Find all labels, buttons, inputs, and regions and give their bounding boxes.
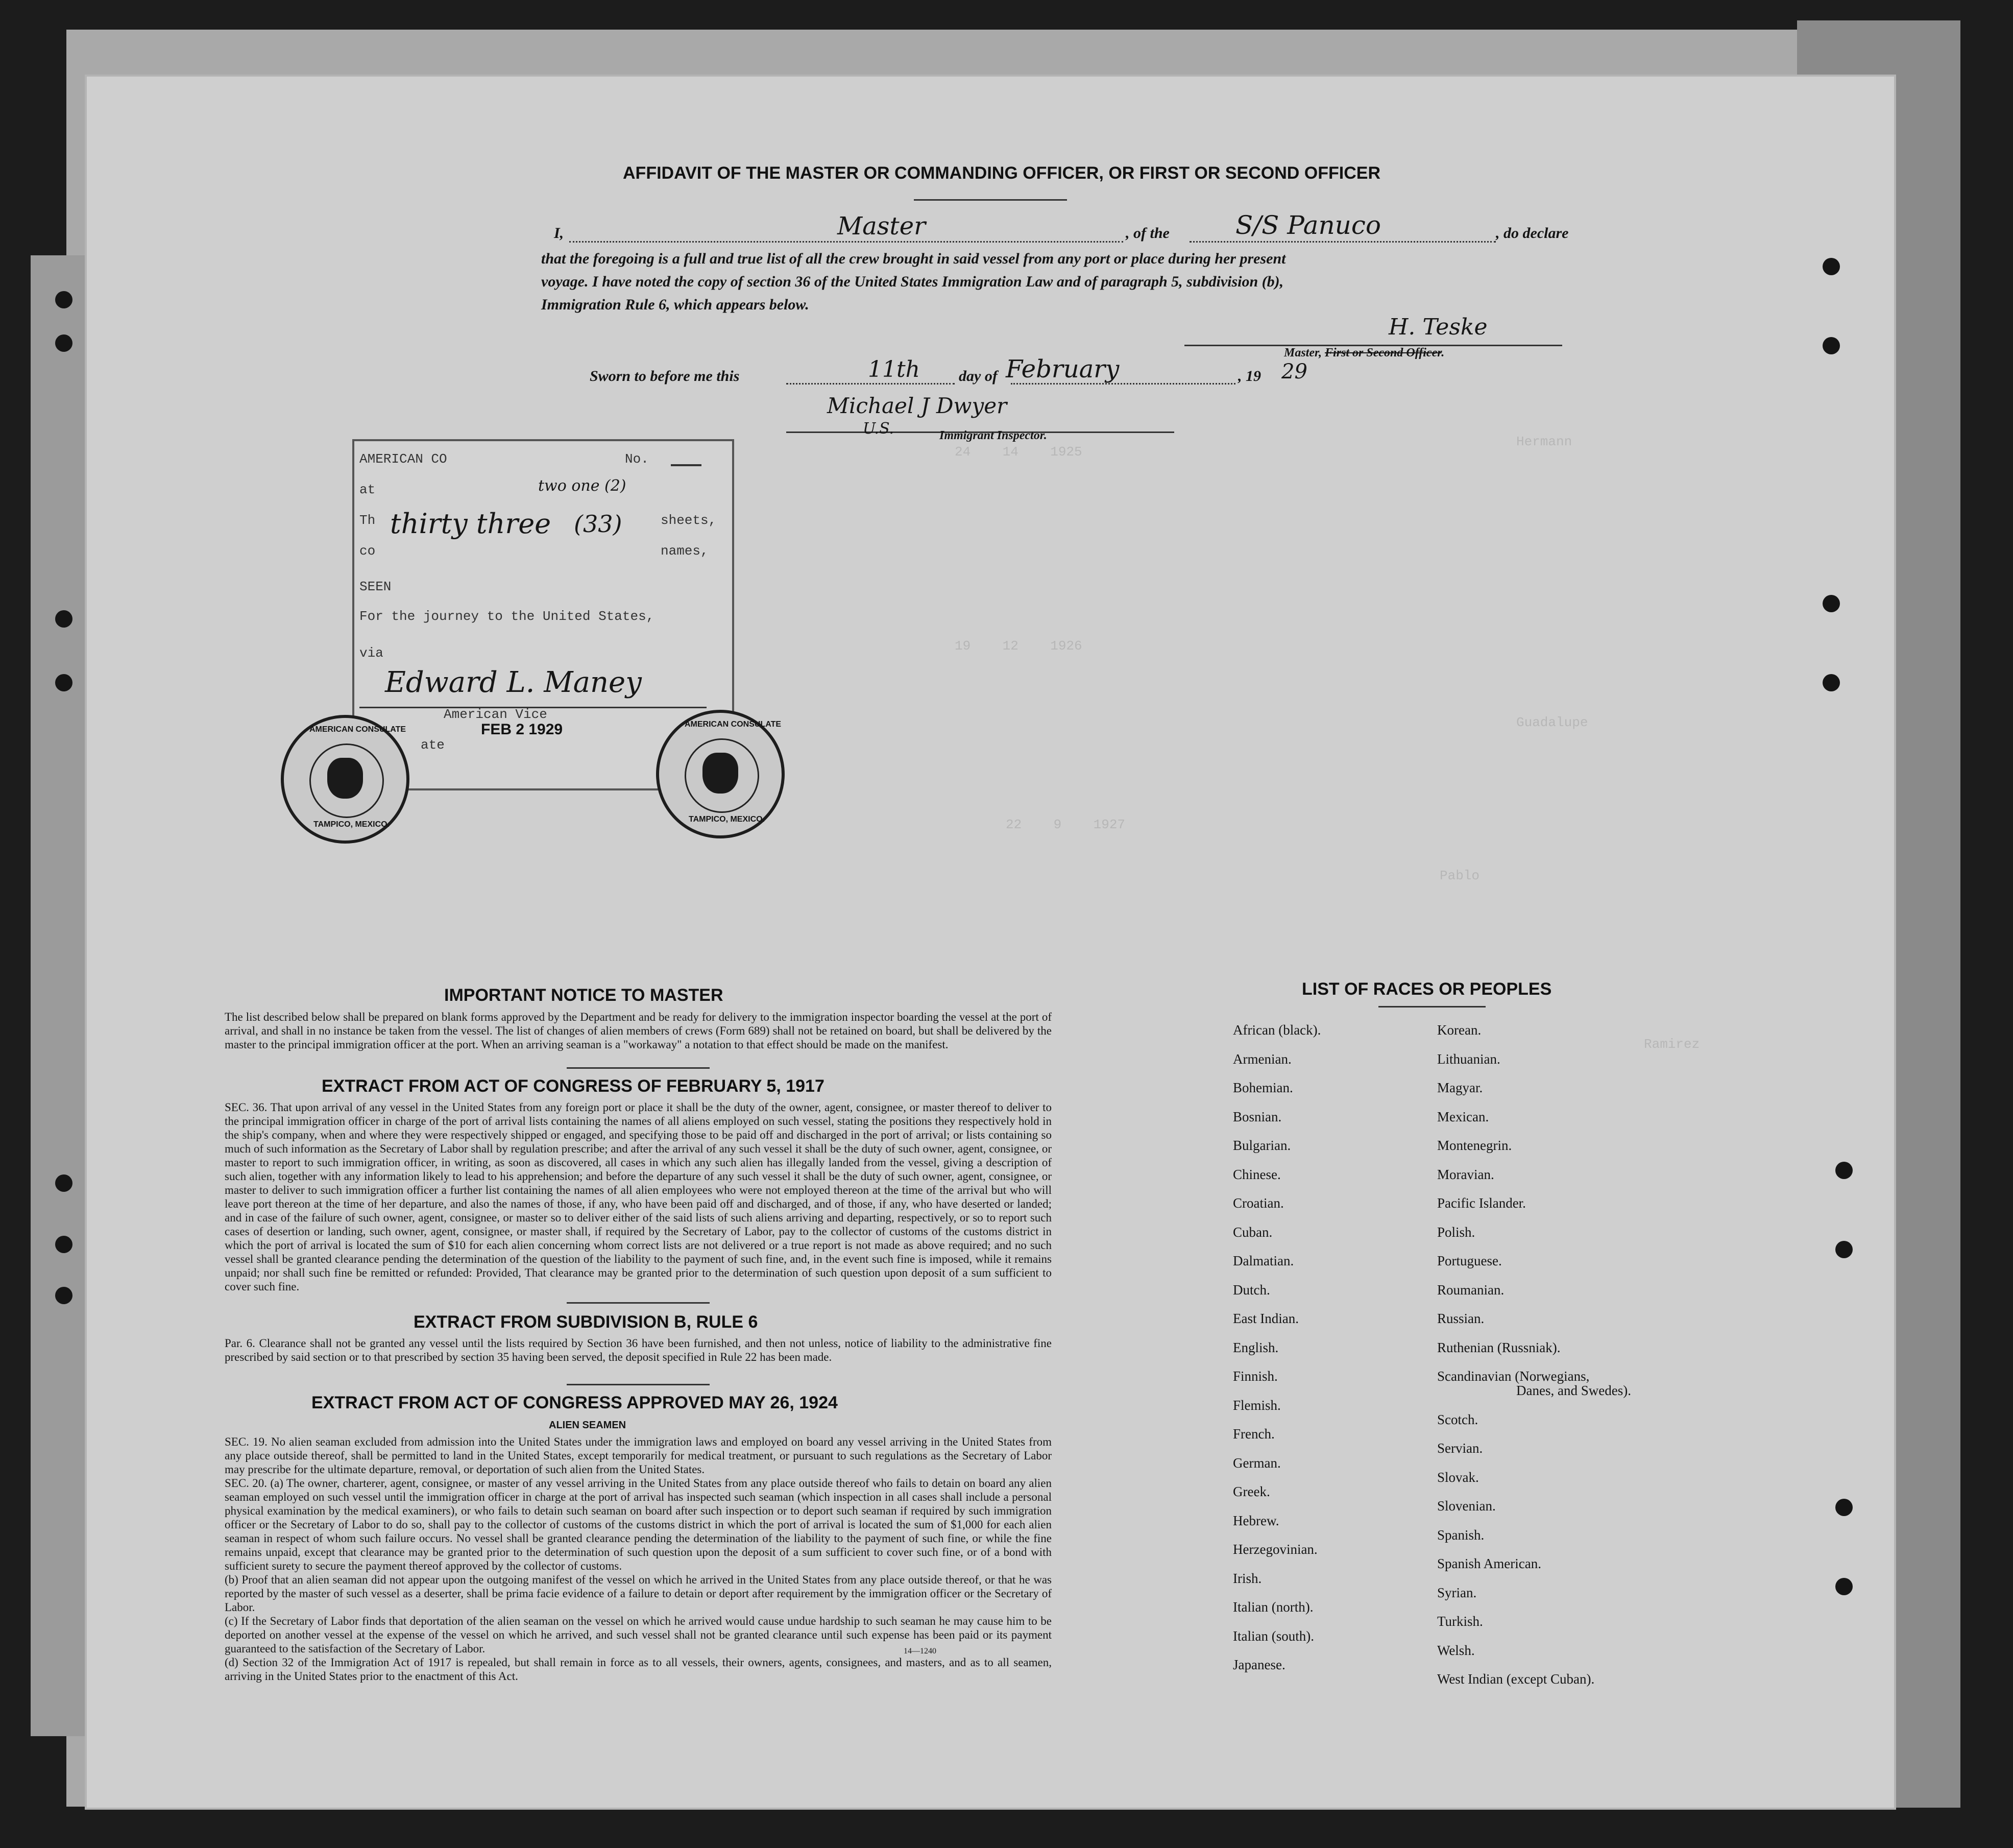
declaration-line3: voyage. I have noted the copy of section 36 of the United States Immigration Law and of paragraph 5, subdivision (b),: [541, 273, 1284, 290]
race-item: Montenegrin.: [1437, 1138, 1512, 1153]
stamp-date: FEB 2 1929: [481, 721, 563, 738]
section-rule: [567, 1302, 710, 1304]
race-item: Spanish American.: [1437, 1556, 1541, 1571]
rule6-body: Par. 6. Clearance shall not be granted any vessel until the lists required by Section 36 have been furnished, and then not unless, notice of liability to the administrative fine prescribed by said section or to that prescribed by section 35 having been served, the deposit specified in Rule 22 has been made.: [225, 1337, 1052, 1363]
title-master: Master,: [1284, 346, 1322, 359]
stamp-line7: via: [359, 645, 383, 661]
day-handwritten: 11th: [868, 356, 920, 382]
race-item: Scandinavian (Norwegians,: [1437, 1369, 1590, 1384]
stamp-line4-right: names,: [661, 543, 709, 559]
race-item: French.: [1233, 1426, 1275, 1442]
seal-top-text: AMERICAN CONSULATE: [309, 725, 406, 734]
binder-hole: [55, 1236, 72, 1253]
seal-top-text: AMERICAN CONSULATE: [685, 720, 782, 729]
race-item: Armenian.: [1233, 1051, 1292, 1067]
race-item: Russian.: [1437, 1311, 1485, 1326]
race-item: Syrian.: [1437, 1585, 1477, 1600]
inspector-label: Immigrant Inspector.: [939, 429, 1047, 442]
year-prefix: , 19: [1238, 368, 1261, 385]
inspector-signature: Michael J Dwyer: [827, 393, 1007, 418]
stamp-line9: ate: [421, 737, 445, 753]
binder-hole: [1835, 1162, 1853, 1179]
race-item: African (black).: [1233, 1022, 1321, 1038]
consulate-seal: [281, 715, 409, 844]
stamp-line4-left: co: [359, 543, 376, 559]
do-declare-label: , do declare: [1496, 225, 1569, 242]
race-item: Slovak.: [1437, 1469, 1479, 1485]
race-item: Turkish.: [1437, 1614, 1483, 1629]
race-item: Italian (south).: [1233, 1628, 1314, 1644]
race-item: Moravian.: [1437, 1166, 1494, 1182]
document-page: [87, 77, 1894, 1808]
binder-hole: [1823, 337, 1840, 354]
declaration-prefix: I,: [554, 225, 564, 242]
consulate-seal: [656, 710, 785, 838]
race-item: English.: [1233, 1339, 1279, 1355]
alien-seamen-subheading: ALIEN SEAMEN: [549, 1420, 626, 1431]
day-fill-line: [786, 383, 955, 385]
binder-hole: [1823, 595, 1840, 612]
bleed-through: 22 9 1927: [1006, 817, 1126, 832]
race-item: Irish.: [1233, 1570, 1262, 1586]
race-item: Dalmatian.: [1233, 1253, 1294, 1268]
vessel-fill-line: [1190, 241, 1496, 243]
extract-1924-para: SEC. 20. (a) The owner, charterer, agent, consignee, or master of any vessel arriving in the United States from any place outside thereof who fails to detain on board any alien seaman employed on such vessel until the immigration officer in charge at the port of arrival has inspected such seaman (which inspection in all cases shall include a personal physical examination by the medical examiners), or who fails to detain such seaman on board after such inspection or to deport such seaman if required by such immigration officer or the Secretary of Labor to do so, shall pay to the collector of customs of the customs district in which the port of arrival is located the sum of $1,000 for each alien seaman in respect of whom such failure occurs. No vessel shall be granted clearance pending the determination of the liability to the payment of such fine, or while the fine remains unpaid, except that clearance may be granted prior to the determination of such question upon the deposit of a sum sufficient to cover such fine, or of a bond with sufficient surety to secure the payment thereof approved by the collector of customs.: [225, 1477, 1052, 1572]
stamp-line5: SEEN: [359, 579, 392, 594]
notice-heading: IMPORTANT NOTICE TO MASTER: [444, 986, 723, 1005]
race-item: Polish.: [1437, 1224, 1475, 1240]
binder-hole: [1823, 674, 1840, 691]
stamp-line3-right: sheets,: [661, 513, 717, 528]
race-item: Hebrew.: [1233, 1513, 1279, 1528]
race-item: Roumanian.: [1437, 1282, 1505, 1298]
binder-hole: [1835, 1578, 1853, 1595]
notice-body: The list described below shall be prepared on blank forms approved by the Department and be ready for delivery to the immigration inspector boarding the vessel at the port of arrival, and shall in no instance be taken from the vessel. The list of changes of alien members of crews (Form 689) shall not be retained on board, but shall be delivered by the master to the principal immigration officer at the port. When an arriving seaman is a "workaway" a notation to that effect should be made on the manifest.: [225, 1011, 1052, 1051]
binder-hole: [1823, 258, 1840, 275]
race-item: Servian.: [1437, 1441, 1483, 1456]
bleed-through: Ramirez: [1644, 1037, 1700, 1052]
race-item: West Indian (except Cuban).: [1437, 1671, 1595, 1687]
race-item: Ruthenian (Russniak).: [1437, 1339, 1561, 1355]
race-item: Slovenian.: [1437, 1498, 1496, 1514]
binder-hole: [55, 291, 72, 308]
race-item: Croatian.: [1233, 1195, 1284, 1211]
race-item: Finnish.: [1233, 1369, 1278, 1384]
race-item: Spanish.: [1437, 1527, 1485, 1543]
rule6-heading: EXTRACT FROM SUBDIVISION B, RULE 6: [414, 1312, 758, 1332]
section-rule: [567, 1067, 710, 1069]
extract-1924-para: (b) Proof that an alien seaman did not appear upon the outgoing manifest of the vessel on which he arrived in the United States from any place outside thereof, or that he was reported by the master of such vessel as a deserter, shall be prima facie evidence of a failure to detain or deport after requirement by the immigration officer or the Secretary of Labor.: [225, 1573, 1052, 1614]
heading-rule: [914, 199, 1067, 201]
race-item: Dutch.: [1233, 1282, 1270, 1298]
binder-hole: [55, 1287, 72, 1304]
race-item: Danes, and Swedes).: [1516, 1383, 1631, 1398]
binder-hole: [55, 610, 72, 628]
bleed-through: Hermann: [1516, 434, 1572, 449]
stamp-consul-signature: Edward L. Maney: [385, 666, 642, 699]
seal-bottom-text: TAMPICO, MEXICO.: [689, 815, 765, 824]
race-item: Bulgarian.: [1233, 1138, 1291, 1153]
race-item: Mexican.: [1437, 1109, 1489, 1124]
stamp-line6: For the journey to the United States,: [359, 609, 654, 624]
vessel-handwritten: S/S Panuco: [1235, 210, 1381, 240]
bleed-through: 24 14 1925: [955, 444, 1082, 460]
binder-hole: [55, 334, 72, 352]
declaration-line2: that the foregoing is a full and true list of all the crew brought in said vessel from any port or place during her present: [541, 250, 1286, 267]
race-item: Pacific Islander.: [1437, 1195, 1526, 1211]
races-heading-rule: [1378, 1006, 1486, 1007]
races-heading: LIST OF RACES OR PEOPLES: [1302, 979, 1552, 999]
signature-title: [1284, 346, 1444, 360]
extract-1917-body: SEC. 36. That upon arrival of any vessel in the United States from any foreign port or place it shall be the duty of the owner, agent, consignee, or master thereof to deliver to the principal immigration officer in charge of the port of arrival lists containing the names of all aliens employed on such vessel, stating the positions they respectively hold in the ship's company, when and where they were respectively shipped or engaged, and specifying those to be paid off and discharged in the port of arrival; or lists containing so much of such information as the Secretary of Labor shall by regulation prescribe; and after the arrival of any such vessel it shall be the duty of such owner, agent, consignee, or master to report to such immigration officer, in writing, as soon as discovered, all cases in which any such alien has illegally landed from the vessel, giving a description of such alien, together with any information likely to lead to his apprehension; and before the departure of any such vessel it shall be the duty of such owner, agent, consignee, or master to deliver to such immigration officer a further list containing the names of all alien employees who were not employed thereon at the time of the arrival but who will leave port thereon at the time of her departure, and also the names of those, if any, who have been paid off and discharged, and of those, if any, who have deserted or landed; and in case of the failure of such owner, agent, consignee, or master so to deliver either of the said lists of such aliens arriving and departing, respectively, or so to report such cases of desertion or landing, such owner, agent, consignee, or master shall, if required by the Secretary of Labor, pay to the collector of customs of the customs district in which the port of arrival is located the sum of $10 for each alien concerning whom correct lists are not delivered or a true report is not made as above required; and no such vessel shall be granted clearance pending the determination of the question of the liability to the payment of such fine, and, in the event such fine is imposed, while it remains unpaid; nor shall such fine be remitted or refunded: Provided, That clearance may be granted prior to the determination of such question upon deposit of a sum sufficient to cover such fine.: [225, 1101, 1052, 1293]
stamp-hand-count: thirty three: [390, 508, 551, 540]
declaration-line4: Immigration Rule 6, which appears below.: [541, 296, 809, 313]
master-signature: H. Teske: [1389, 314, 1488, 340]
race-item: East Indian.: [1233, 1311, 1299, 1326]
race-item: Korean.: [1437, 1022, 1482, 1038]
bleed-through: Guadalupe: [1516, 715, 1588, 730]
year-handwritten: 29: [1281, 360, 1307, 383]
stamp-line1-no: No.: [625, 451, 649, 467]
title-end: .: [1441, 346, 1445, 359]
eagle-emblem-icon: [327, 758, 363, 799]
stamp-line3-left: Th: [359, 513, 376, 528]
eagle-emblem-icon: [702, 753, 738, 794]
rank-fill-line: [569, 241, 1123, 243]
binder-hole: [55, 674, 72, 691]
seal-bottom-text: TAMPICO, MEXICO.: [313, 820, 390, 829]
race-item: Flemish.: [1233, 1397, 1281, 1413]
month-handwritten: February: [1006, 355, 1120, 383]
extract-1924-body: [225, 1435, 1052, 1683]
race-item: Greek.: [1233, 1484, 1270, 1499]
stamp-no-line: [671, 464, 701, 466]
affidavit-heading: AFFIDAVIT OF THE MASTER OR COMMANDING OFFICER, OR FIRST OR SECOND OFFICER: [623, 163, 1380, 183]
race-item: Herzegovinian.: [1233, 1542, 1318, 1557]
race-item: Portuguese.: [1437, 1253, 1502, 1268]
race-item: Welsh.: [1437, 1642, 1475, 1658]
stamp-hand-count-number: (33): [574, 510, 622, 538]
binder-hole: [1835, 1499, 1853, 1516]
extract-1924-para: SEC. 19. No alien seaman excluded from admission into the United States under the immigration laws and employed on board any vessel arriving in the United States from any place outside thereof, shall be permitted to land in the United States, except temporarily for medical treatment, or pursuant to such regulations as the Secretary of Labor may prescribe for the ultimate departure, removal, or deportation of such alien from the United States.: [225, 1435, 1052, 1476]
declaration-line1: [554, 225, 1626, 242]
sworn-label: Sworn to before me this: [590, 368, 740, 385]
race-item: Italian (north).: [1233, 1599, 1314, 1615]
form-number: 14—1240: [904, 1647, 936, 1655]
race-item: Cuban.: [1233, 1224, 1273, 1240]
stamp-line8: American Vice: [444, 707, 547, 722]
rank-handwritten: Master: [837, 212, 926, 241]
stamp-line1: AMERICAN CO: [359, 451, 447, 467]
day-of-label: day of: [959, 368, 998, 385]
stamp-hand-correction: two one (2): [538, 477, 626, 495]
race-item: Lithuanian.: [1437, 1051, 1500, 1067]
us-handwritten: U.S.: [863, 420, 894, 438]
race-item: Chinese.: [1233, 1166, 1281, 1182]
binder-hole: [55, 1174, 72, 1192]
left-binding-strip: [31, 255, 87, 1736]
section-rule: [567, 1384, 710, 1385]
title-struck-officer: First or Second Officer: [1325, 346, 1442, 359]
race-item: Magyar.: [1437, 1080, 1483, 1095]
extract-1924-para: (c) If the Secretary of Labor finds that deportation of the alien seaman on the vessel on which he arrived would cause undue hardship to such seaman he may cause him to be deported on another vessel at the expense of the vessel on which he arrived, and such vessel shall not be granted clearance until such expense has been paid or its payment guaranteed to the satisfaction of the Secretary of Labor.: [225, 1615, 1052, 1655]
race-item: Bohemian.: [1233, 1080, 1293, 1095]
race-item: Scotch.: [1437, 1411, 1478, 1427]
extract-1924-para: (d) Section 32 of the Immigration Act of 1917 is repealed, but shall remain in force as to all vessels, their owners, agents, consignees, and masters, and as to all seamen, arriving in the United States prior to the enactment of this Act.: [225, 1656, 1052, 1683]
of-the-label: , of the: [1126, 225, 1170, 242]
race-item: German.: [1233, 1455, 1281, 1471]
race-item: Japanese.: [1233, 1657, 1286, 1672]
binder-hole: [1835, 1241, 1853, 1258]
extract-1917-heading: EXTRACT FROM ACT OF CONGRESS OF FEBRUARY 5, 1917: [322, 1076, 824, 1096]
stamp-line2: at: [359, 482, 376, 497]
extract-1924-heading: EXTRACT FROM ACT OF CONGRESS APPROVED MAY 26, 1924: [311, 1393, 838, 1412]
bleed-through: Pablo: [1440, 868, 1480, 883]
race-item: Bosnian.: [1233, 1109, 1282, 1124]
bleed-through: 19 12 1926: [955, 638, 1082, 654]
